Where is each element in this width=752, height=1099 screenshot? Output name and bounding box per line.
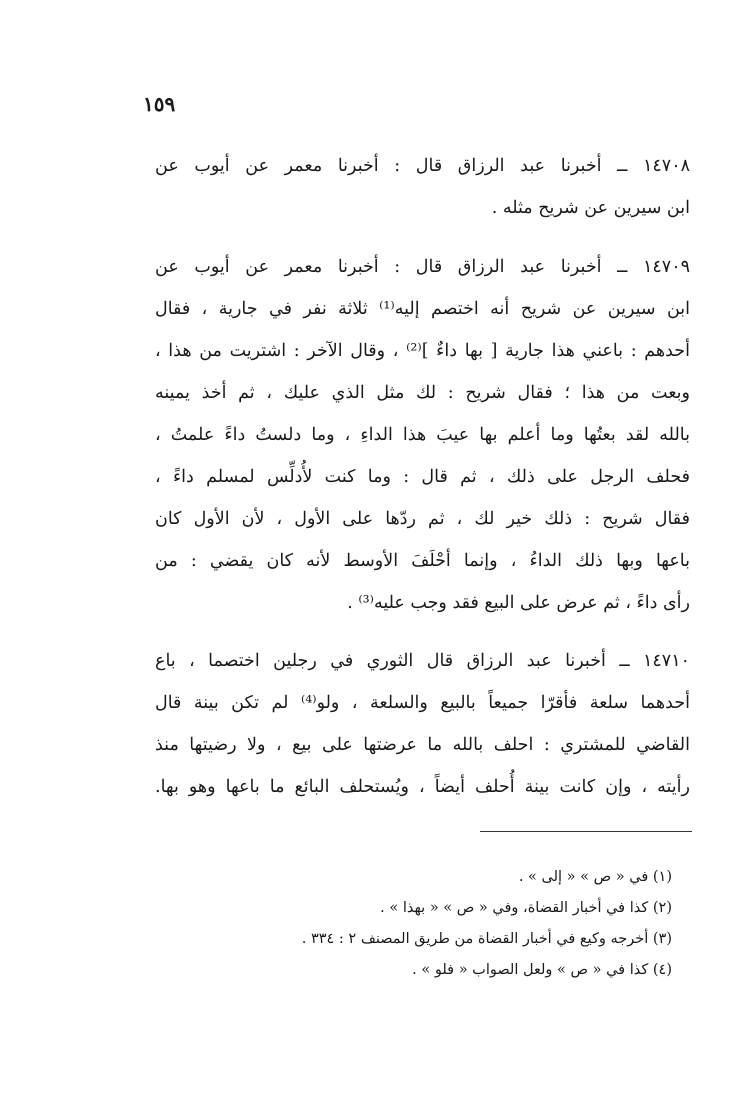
text-line: ١٤٧١٠ ــ أخبرنا عبد الرزاق قال الثوري في رجلين اختصما ، باع [155, 651, 690, 671]
text-line: رأى داءً ، ثم عرض على البيع فقد وجب عليه⁽³⁾ . [347, 593, 690, 613]
text-line: ابن سيرين عن شريح مثله . [491, 198, 690, 218]
footnote: (١) في « ص » « إلى » . [518, 869, 672, 885]
footnote-separator [480, 831, 692, 832]
text-line: أحدهم : باعني هذا جارية [ بها داءٌ ]⁽²⁾ ، وقال الآخر : اشتريت من هذا ، [155, 341, 690, 361]
text-line: ١٤٧٠٩ ــ أخبرنا عبد الرزاق قال : أخبرنا معمر عن أيوب عن [155, 257, 690, 277]
page-number: ١٥٩ [143, 92, 176, 116]
text-line: فحلف الرجل على ذلك ، ثم قال : وما كنت لأُدلِّس لمسلم داءً ، [155, 467, 690, 487]
text-line: ١٤٧٠٨ ــ أخبرنا عبد الرزاق قال : أخبرنا معمر عن أيوب عن [155, 156, 690, 176]
text-line: القاضي للمشتري : احلف بالله ما عرضتها على بيع ، ولا رضيتها منذ [155, 735, 690, 755]
footnotes [265, 862, 672, 986]
text-line: بالله لقد بعتُها وما أعلم بها عيبَ هذا الداءِ ، وما دلستُ داءً علمتُ ، [155, 425, 690, 445]
footnote: (٤) كذا في « ص » ولعل الصواب « فلو » . [412, 962, 672, 978]
footnote: (٣) أخرجه وكيع في أخبار القضاة من طريق المصنف ٢ : ٣٣٤ . [301, 931, 672, 947]
text-line: وبعت من هذا ؛ فقال شريح : لك مثل الذي عليك ، ثم أخذ يمينه [155, 383, 690, 403]
footnote: (٢) كذا في أخبار القضاة، وفي « ص » « بهذا » . [380, 900, 672, 916]
hadith-entry-14709 [155, 246, 690, 624]
text-line: أحدهما سلعة فأقرّا جميعاً بالبيع والسلعة ، ولو⁽⁴⁾ لم تكن بينة قال [155, 693, 690, 713]
text-line: فقال شريح : ذلك خير لك ، ثم ردّها على الأول ، لأن الأول كان [155, 509, 690, 529]
hadith-entry-14710 [155, 640, 690, 808]
text-line: ابن سيرين عن شريح أنه اختصم إليه⁽¹⁾ ثلاثة نفر في جارية ، فقال [155, 299, 690, 319]
hadith-entry-14708 [155, 145, 690, 229]
text-line: رأيته ، وإن كانت بينة أُحلف أيضاً ، ويُستحلف البائع ما باعها وهو بها. [155, 777, 690, 797]
text-line: باعها وبها ذلك الداءُ ، وإنما أحْلَفَ الأوسط لأنه كان يقضي : من [155, 551, 690, 571]
